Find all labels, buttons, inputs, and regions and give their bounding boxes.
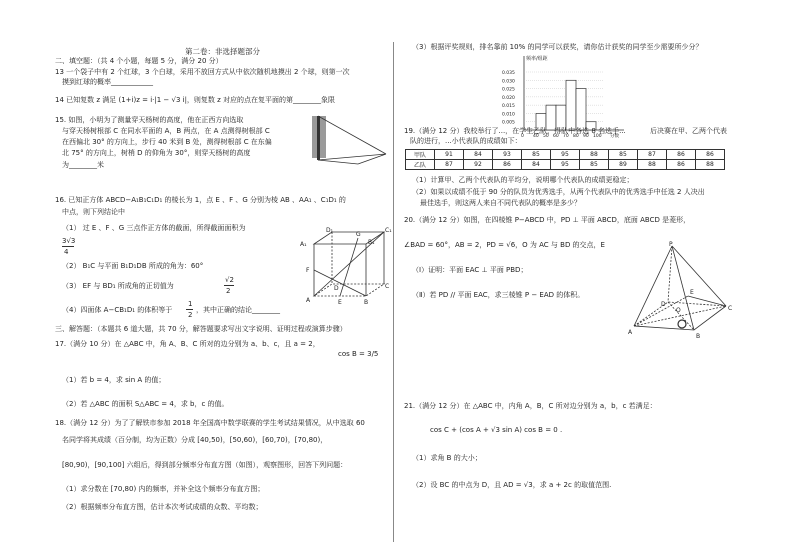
q16-frac3-den: 2 [188,311,193,319]
label-d: D [334,285,339,292]
label-e: E [338,299,342,306]
label-o: O [676,307,681,314]
q16-line2: 中点，则下列结论中 [62,208,125,216]
q20-line2: ∠BAD = 60°，AB = 2，PD = √6，O 为 AC 与 BD 的交点，E [404,241,605,249]
label-b: B [696,333,701,338]
q18-part2: （2）根据频率分布直方图，估计本次考试成绩的众数、平均数； [62,503,263,511]
q15-line4: 北 75° 的方向上，树梢 D 的仰角为 30°，则穿天杨树的高度 [62,149,251,157]
edge-pa [634,246,672,326]
table-cell: 85 [580,160,609,170]
x-tick-label: 60 [553,134,559,139]
label-a: A [306,297,311,304]
label-g: G [356,231,361,238]
q16-item2: （2） B₁C 与平面 B₁D₁DB 所成的角为：60° [62,262,204,270]
answer-header: 三、解答题：（本题共 6 道大题，共 70 分，解答题要求写出文字说明、证明过程或演算步骤） [55,325,347,333]
q18-part1: （1）求分数在 [70,80) 内的频率，并补全这个频率分布直方图； [62,485,265,493]
row-label: 甲队 [406,150,435,160]
q15-line2: 与穿天杨树根部 C 在同水平面的 A，B 两点，在 A 点测得树根部 C [62,127,270,135]
y-tick-label: 0.030 [502,79,515,85]
table-cell: 86 [667,160,696,170]
frac-bar [224,285,234,286]
sight-line [318,116,386,154]
q15-line1: 15. 如图，小明为了测量穿天杨树的高度，他在正西方向选取 [55,116,244,124]
cube-bottom-face [314,284,384,296]
table-cell: 87 [638,150,667,160]
table-cell: 86 [667,150,696,160]
table-cell: 88 [580,150,609,160]
q19-part2: （2）如果以成绩不低于 90 分的队员为优秀选手，从两个代表队中的优秀选手中任选 2 人决出 [412,188,705,196]
table-cell: 89 [609,160,638,170]
label-d1: D₁ [326,227,334,234]
label-d: D [661,301,666,308]
q16-item1: （1） 过 E 、F 、G 三点作正方体的截面，所得截面面积为 [62,224,246,232]
x-axis-label: 分数 [610,134,619,139]
q19-part1: （1）计算甲、乙两个代表队的平均分，说明哪个代表队的成绩更稳定； [412,176,634,184]
column-divider [393,42,394,542]
label-e: E [690,289,694,296]
x-tick-label: 100 [593,134,602,139]
label-b1: B₁ [368,239,375,246]
q13-line1: 13 一个袋子中有 2 个红球，3 个白球，采用不放回方式从中依次随机地摸出 2 个球，则第一次 [55,68,350,76]
tree-trunk [317,116,320,160]
table-cell: 84 [522,160,551,170]
x-tick-label: 40 [533,134,539,139]
q19-part2b: 最佳选手，则这两人来自不同代表队的概率是多少？ [420,199,581,207]
score-table [405,149,725,170]
q16-line1: 16. 已知正方体 ABCD−A₁B₁C₁D₁ 的棱长为 1，点 E 、F 、G 分别为棱 AB 、AA₁ 、C₁D₁ 的 [55,196,346,204]
q19-line1: 19.（满分 12 分）我校举行了...，在学生乙队，得队中各选 8 名选手... [404,127,626,135]
q20-line1: 20.（满分 12 分）如图，在四棱锥 P−ABCD 中，PD ⊥ 平面 ABCD，底面 ABCD 是菱形， [404,216,691,224]
section-title: 第二卷：非选择题部分 [185,47,260,56]
y-tick-label: 0.020 [502,95,515,101]
q16-item3: （3） EF 与 BD₁ 所成角的正切值为 [62,282,174,290]
diag [314,270,366,296]
table-cell: 87 [435,160,464,170]
hist-bar [576,89,586,130]
q16-conclusion: ，其中正确的结论________ [196,306,280,314]
label-f: F [306,267,310,274]
q17-part1: （1）若 b = 4，求 sin A 的值； [62,376,166,384]
y-tick-label: 0.015 [502,104,515,110]
table-cell: 95 [551,150,580,160]
edge-pd [668,246,672,302]
label-c: C [385,283,390,290]
row-label: 乙队 [406,160,435,170]
table-cell: 85 [522,150,551,160]
label-b: B [364,299,369,306]
label-c1: C₁ [385,227,392,234]
q21-part2: （2）设 BC 的中点为 D，且 AD = √3，求 a + 2c 的取值范围. [412,481,612,489]
tree-figure [298,112,390,167]
table-cell: 85 [609,150,638,160]
q15-line3: 在西偏北 30° 的方向上，步行 40 米到 B 处，测得树根部 C 在东偏 [62,138,272,146]
x-tick-label: 70 [563,134,569,139]
table-cell: 88 [696,160,725,170]
label-a: A [628,329,633,336]
q16-frac1-num: 3√3 [62,237,76,245]
q16-frac2-num: √2 [225,276,234,284]
q13-line2: 摸到红球的概率____________ [62,78,153,86]
q21-part1: （1）求角 B 的大小； [412,454,482,462]
q15-line5: 为________米 [62,161,104,169]
cube-figure [300,226,392,310]
frac-bar [186,309,193,310]
y-tick-label: 0.005 [502,120,515,126]
table-cell: 88 [638,160,667,170]
q20-part1: （Ⅰ）证明：平面 EAC ⊥ 平面 PBD； [412,266,528,274]
base-line-b [318,154,386,160]
q18-part3: （3）根据评奖规则，排名靠前 10% 的同学可以获奖，请你估计获奖的同学至少需要所少分？ [412,43,703,51]
q18-line1: 18.（满分 12 分）为了了解铁市参加 2018 年全国高中数学联赛的学生考试结果情况，从中选取 60 [55,419,365,427]
q17-cosb: cos B = 3/5 [338,350,379,358]
label-a1: A₁ [300,241,307,248]
table-cell: 86 [493,160,522,170]
q16-frac2-den: 2 [226,287,231,295]
label-c: C [728,305,733,312]
q16-frac1-den: 4 [64,248,69,256]
q18-line2: 名同学将其成绩（百分制，均为正数）分成 [40,50)，[50,60)，[60,70)，[70,80)， [62,436,328,444]
y-tick-label: 0.025 [502,87,515,93]
x-tick-label: 80 [573,134,579,139]
q14: 14 已知复数 z 满足 (1+i)z = i·|1 − √3 i|，则复数 z 对应的点在复平面的第________象限 [55,96,336,104]
y-tick-label: 0.010 [502,112,515,118]
table-cell: 93 [493,150,522,160]
q21-eq: cos C + (cos A + √3 sin A) cos B = 0 . [430,426,563,434]
fill-header: 二、填空题：（共 4 个小题，每题 5 分，满分 20 分） [55,57,223,65]
table-cell: 95 [551,160,580,170]
q17-part2: （2）若 △ABC 的面积 S△ABC = 4，求 b，c 的值。 [62,400,229,408]
table-cell: 91 [435,150,464,160]
q17-line1: 17.（满分 10 分）在 △ABC 中，角 A、B、C 所对的边分别为 a、b、c，且 a = 2， [55,340,320,348]
q20-part2: （Ⅱ）若 PD // 平面 EAC，求三棱锥 P − EAD 的体积。 [412,291,585,299]
x-tick-label: 50 [543,134,549,139]
q18-line3: [80,90)，[90,100] 六组后，得到部分频率分布直方图（如图），观察图形，回答下列问题： [62,461,348,469]
table-cell: 84 [464,150,493,160]
q16-item4: （4）四面体 A−CB₁D₁ 的体积等于 [62,306,173,314]
q16-frac3-num: 1 [188,300,193,308]
x-tick-label: 0 [521,134,524,139]
q21-line1: 21.（满分 12 分）在 △ABC 中，内角 A，B，C 所对边分别为 a，b，c 若满足： [404,402,657,410]
table-row [406,160,725,170]
label-p: P [669,241,673,248]
table-cell: 92 [464,160,493,170]
hist-bar [566,80,576,130]
table-cell: 86 [696,150,725,160]
base-line-a [318,160,358,164]
base-back [634,302,726,326]
y-tick-label: 0.035 [502,71,515,76]
frac-bar [62,246,74,247]
table-row [406,150,725,160]
x-tick-label: 90 [583,134,589,139]
point-o-mark [678,320,686,328]
q19-line2: 队的进行，...小代表队的成绩如下： [410,137,522,145]
pyramid-figure [628,240,740,338]
q19-line1b: 后决赛在甲、乙两个代表 [650,127,727,135]
y-axis-label: 频率/组距 [526,56,548,62]
